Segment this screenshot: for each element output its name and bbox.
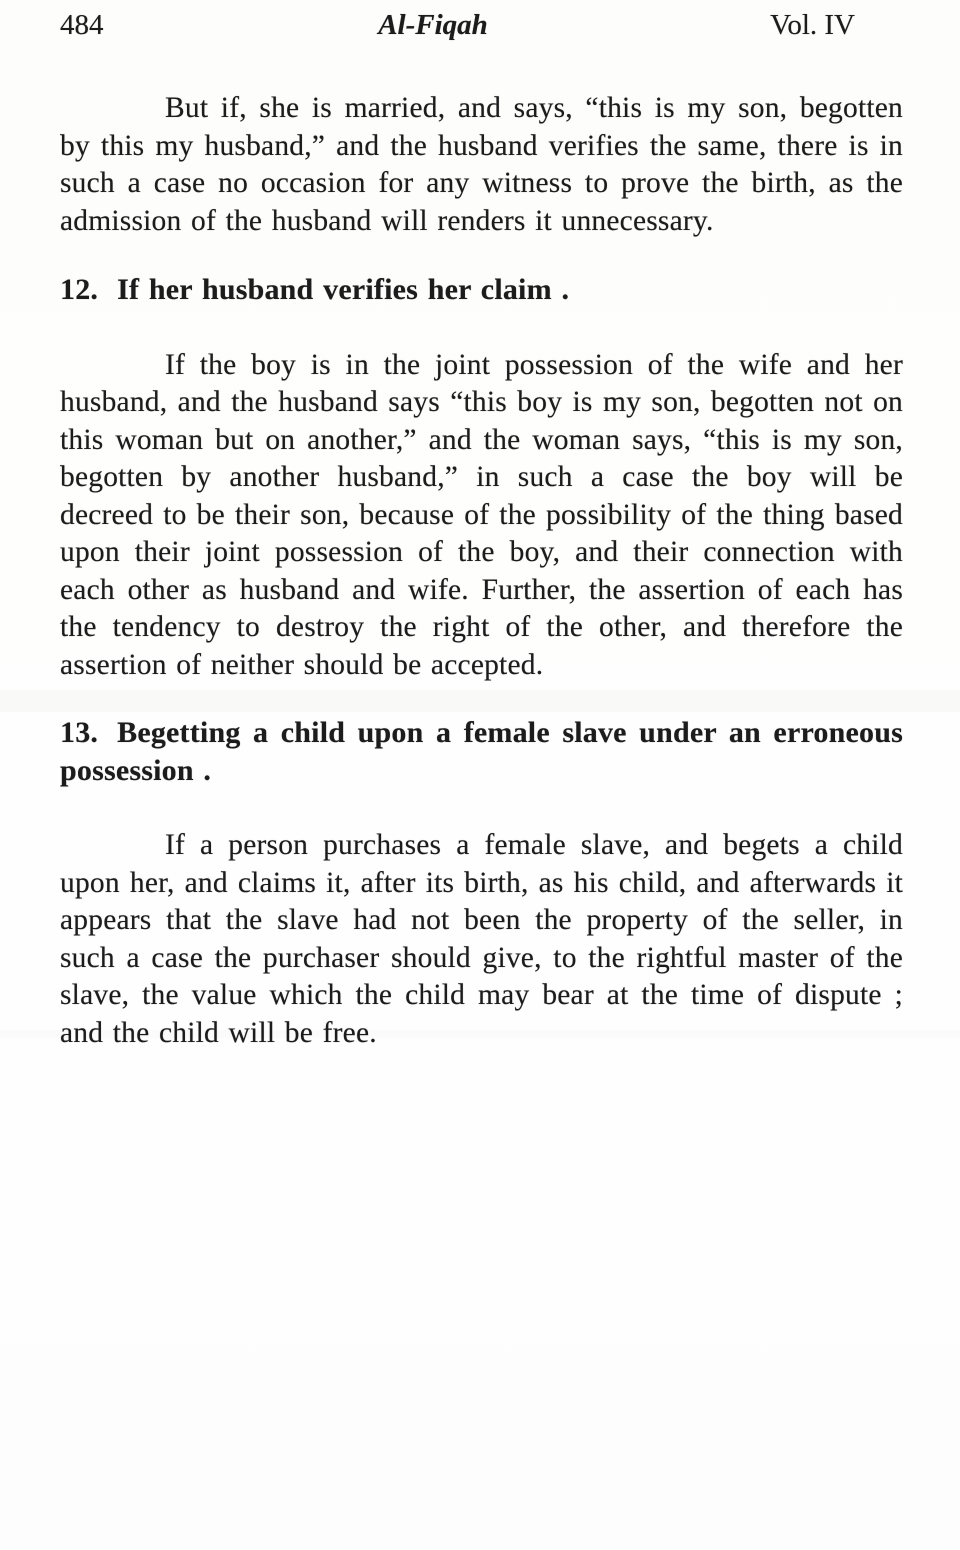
- section-heading-12: [60, 271, 903, 309]
- paragraph-husband-admission: But if, she is married, and says, “this is my son, begotten by this my husband,” and the husband verifies the same, there is in such a case no occasion for any witness to prove the birth, as the admission of the husband will renders it unnecessary.: [60, 92, 903, 237]
- page-number: 484: [60, 9, 104, 41]
- section-number: 12.: [60, 273, 99, 306]
- section-number: 13.: [60, 716, 99, 749]
- book-title: Al-Fiqah: [378, 9, 488, 41]
- page-header: [60, 6, 903, 44]
- page-body: [60, 90, 903, 1052]
- section-title: If her husband verifies her claim .: [117, 273, 570, 306]
- volume-label: Vol. IV: [770, 9, 855, 41]
- section-title: Begetting a child upon a female slave under an erroneous possession .: [60, 716, 903, 787]
- section-heading-13: [60, 714, 903, 789]
- paragraph-erroneous-purchase: If a person purchases a female slave, and begets a child upon her, and claims it, after its birth, as his child, and afterwards it appears that the slave had not been the property of the seller, in such a case the purchaser should give, to the rightful master of the slave, the value which the child may bear at the time of dispute ; and the child will be free.: [60, 829, 903, 1049]
- paragraph-joint-possession: If the boy is in the joint possession of the wife and her husband, and the husband says “this boy is my son, begotten not on this woman but on another,” and the woman says, “this is my son, begotten by another husband,” in such a case the boy will be decreed to be their son, because of the possibility of the thing based upon their joint possession of the boy, and their connection with each other as husband and wife. Further, the assertion of each has the tendency to destroy the right of the other, and therefore the assertion of neither should be accepted.: [60, 348, 903, 681]
